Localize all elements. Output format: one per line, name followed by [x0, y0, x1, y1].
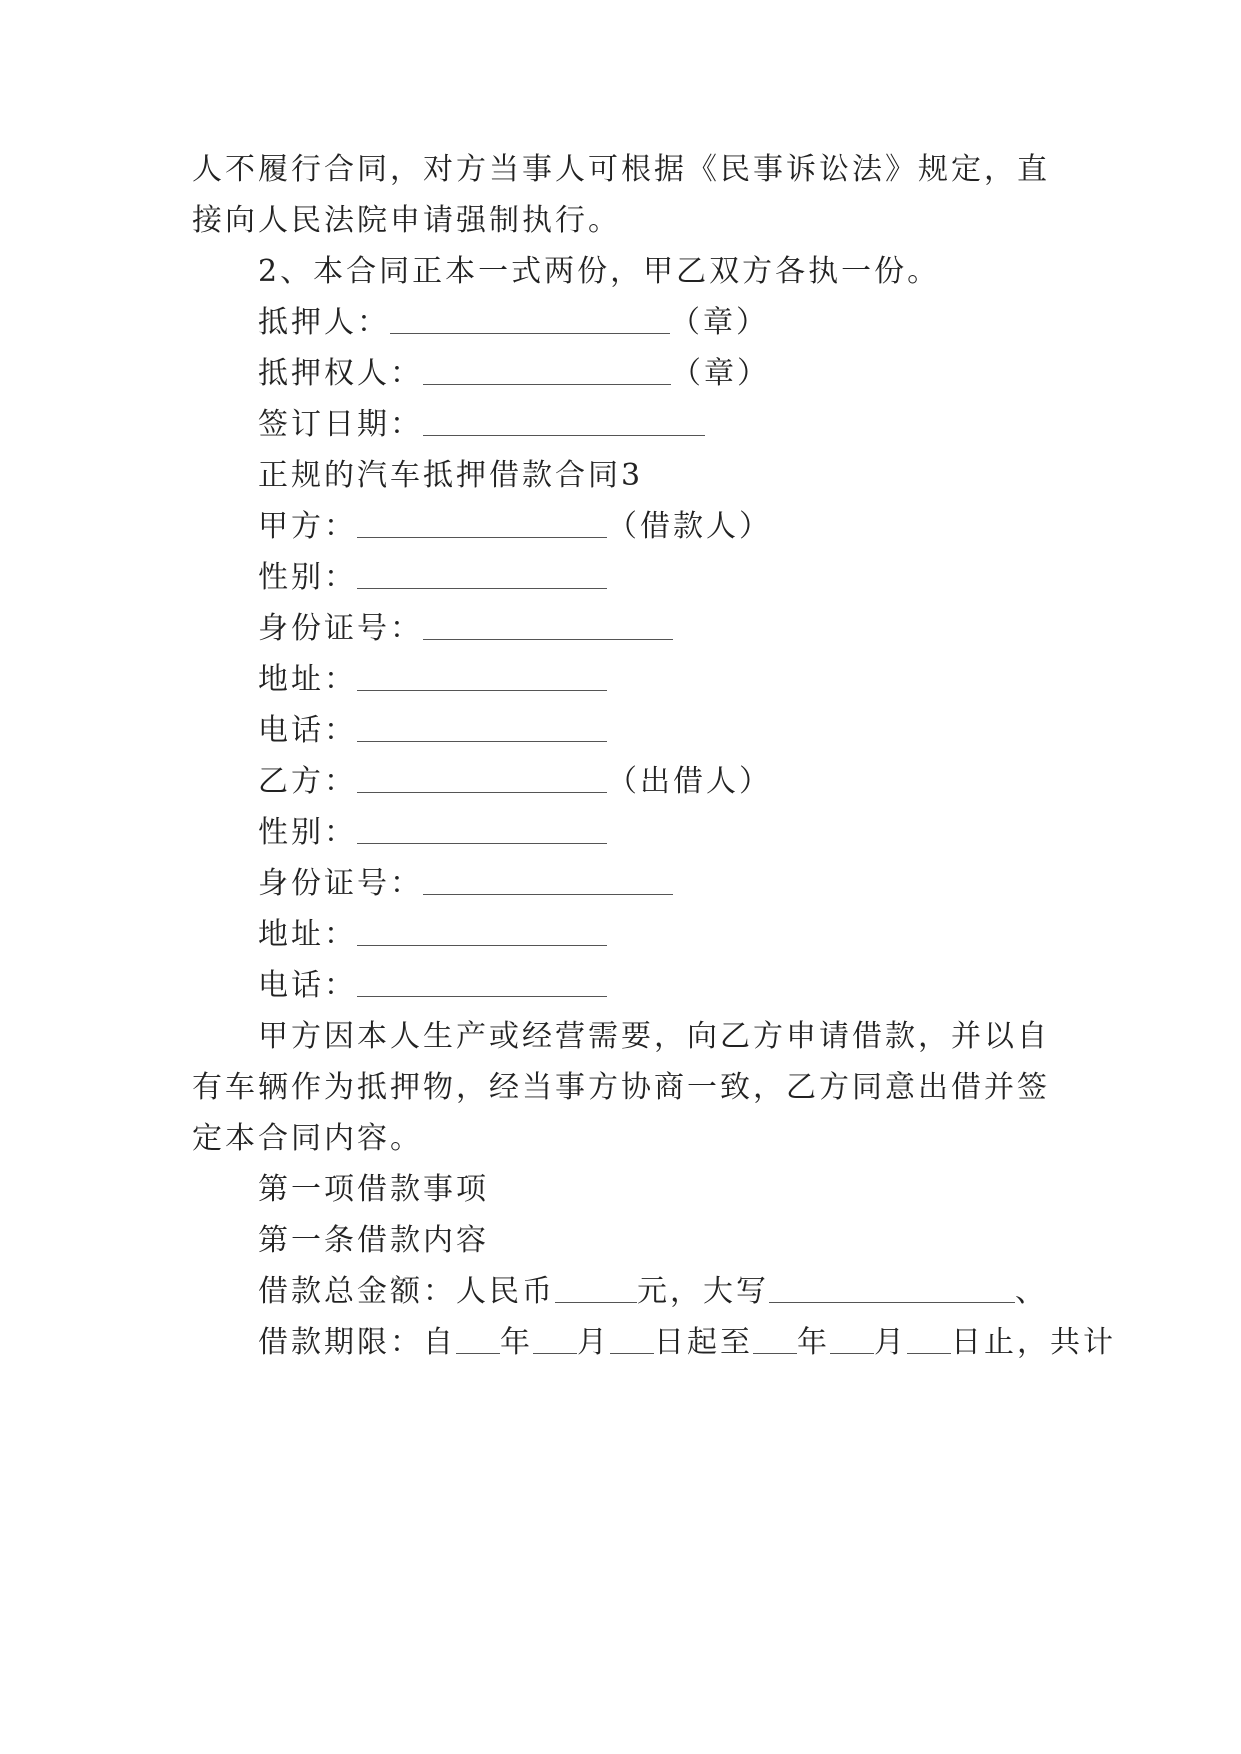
- signature-blank[interactable]: [423, 354, 671, 385]
- field-label: 电话：: [258, 968, 357, 1003]
- field-label: 签订日期：: [258, 407, 423, 442]
- mortgagor-signature-line: [258, 303, 769, 343]
- party-b-gender-line: [258, 813, 607, 853]
- amount-blank[interactable]: [555, 1272, 637, 1303]
- party-b-blank[interactable]: [357, 762, 607, 793]
- paragraph-line: 定本合同内容。: [192, 1121, 423, 1156]
- paragraph-line: 甲方因本人生产或经营需要，向乙方申请借款，并以自: [258, 1019, 1050, 1054]
- id-number-blank[interactable]: [423, 864, 673, 895]
- end-year-blank[interactable]: [753, 1323, 797, 1354]
- field-label: 抵押人：: [258, 305, 390, 340]
- loan-term-line: [258, 1323, 1116, 1363]
- seal-label: （章）: [670, 305, 769, 340]
- party-b-address-line: [258, 915, 607, 955]
- field-label: 性别：: [258, 560, 357, 595]
- party-a-gender-line: [258, 558, 607, 598]
- party-b-id-line: [258, 864, 673, 904]
- end-day-blank[interactable]: [907, 1323, 951, 1354]
- year-label: 年: [500, 1325, 533, 1360]
- month-label: 月: [874, 1325, 907, 1360]
- address-blank[interactable]: [357, 660, 607, 691]
- punctuation: 、: [1015, 1274, 1048, 1309]
- field-label: 身份证号：: [258, 866, 423, 901]
- amount-in-words-blank[interactable]: [769, 1272, 1015, 1303]
- gender-blank[interactable]: [357, 558, 607, 589]
- field-label: 电话：: [258, 713, 357, 748]
- field-label: 身份证号：: [258, 611, 423, 646]
- party-b-line: [258, 762, 772, 802]
- field-label: 甲方：: [258, 509, 357, 544]
- gender-blank[interactable]: [357, 813, 607, 844]
- party-a-phone-line: [258, 711, 607, 751]
- article-heading: 第一条借款内容: [258, 1223, 489, 1258]
- party-a-blank[interactable]: [357, 507, 607, 538]
- field-label: 地址：: [258, 662, 357, 697]
- signing-date-line: [258, 405, 705, 445]
- phone-blank[interactable]: [357, 966, 607, 997]
- field-label: 性别：: [258, 815, 357, 850]
- field-label: 地址：: [258, 917, 357, 952]
- party-b-phone-line: [258, 966, 607, 1006]
- field-label: 借款总金额：人民币: [258, 1274, 555, 1309]
- field-label: 抵押权人：: [258, 356, 423, 391]
- field-label: 乙方：: [258, 764, 357, 799]
- seal-label: （章）: [671, 356, 770, 391]
- signature-blank[interactable]: [390, 303, 670, 334]
- day-label: 日起至: [654, 1325, 753, 1360]
- role-label: （借款人）: [607, 509, 772, 544]
- end-month-blank[interactable]: [830, 1323, 874, 1354]
- paragraph-line: 有车辆作为抵押物，经当事方协商一致，乙方同意出借并签: [192, 1070, 1050, 1105]
- party-a-address-line: [258, 660, 607, 700]
- id-number-blank[interactable]: [423, 609, 673, 640]
- year-label: 年: [797, 1325, 830, 1360]
- paragraph-line: 人不履行合同，对方当事人可根据《民事诉讼法》规定，直: [192, 152, 1050, 187]
- field-label: 元，大写: [637, 1274, 769, 1309]
- start-day-blank[interactable]: [610, 1323, 654, 1354]
- day-label: 日止，共计: [951, 1325, 1116, 1360]
- paragraph-line: 接向人民法院申请强制执行。: [192, 203, 621, 238]
- mortgagee-signature-line: [258, 354, 770, 394]
- section-heading: 第一项借款事项: [258, 1172, 489, 1207]
- party-a-id-line: [258, 609, 673, 649]
- date-blank[interactable]: [423, 405, 705, 436]
- paragraph-line: 2、本合同正本一式两份，甲乙双方各执一份。: [258, 254, 941, 289]
- month-label: 月: [577, 1325, 610, 1360]
- address-blank[interactable]: [357, 915, 607, 946]
- start-year-blank[interactable]: [456, 1323, 500, 1354]
- contract-title: 正规的汽车抵押借款合同3: [258, 458, 644, 493]
- phone-blank[interactable]: [357, 711, 607, 742]
- loan-amount-line: [258, 1272, 1048, 1312]
- role-label: （出借人）: [607, 764, 772, 799]
- field-label: 借款期限：自: [258, 1325, 456, 1360]
- start-month-blank[interactable]: [533, 1323, 577, 1354]
- party-a-line: [258, 507, 772, 547]
